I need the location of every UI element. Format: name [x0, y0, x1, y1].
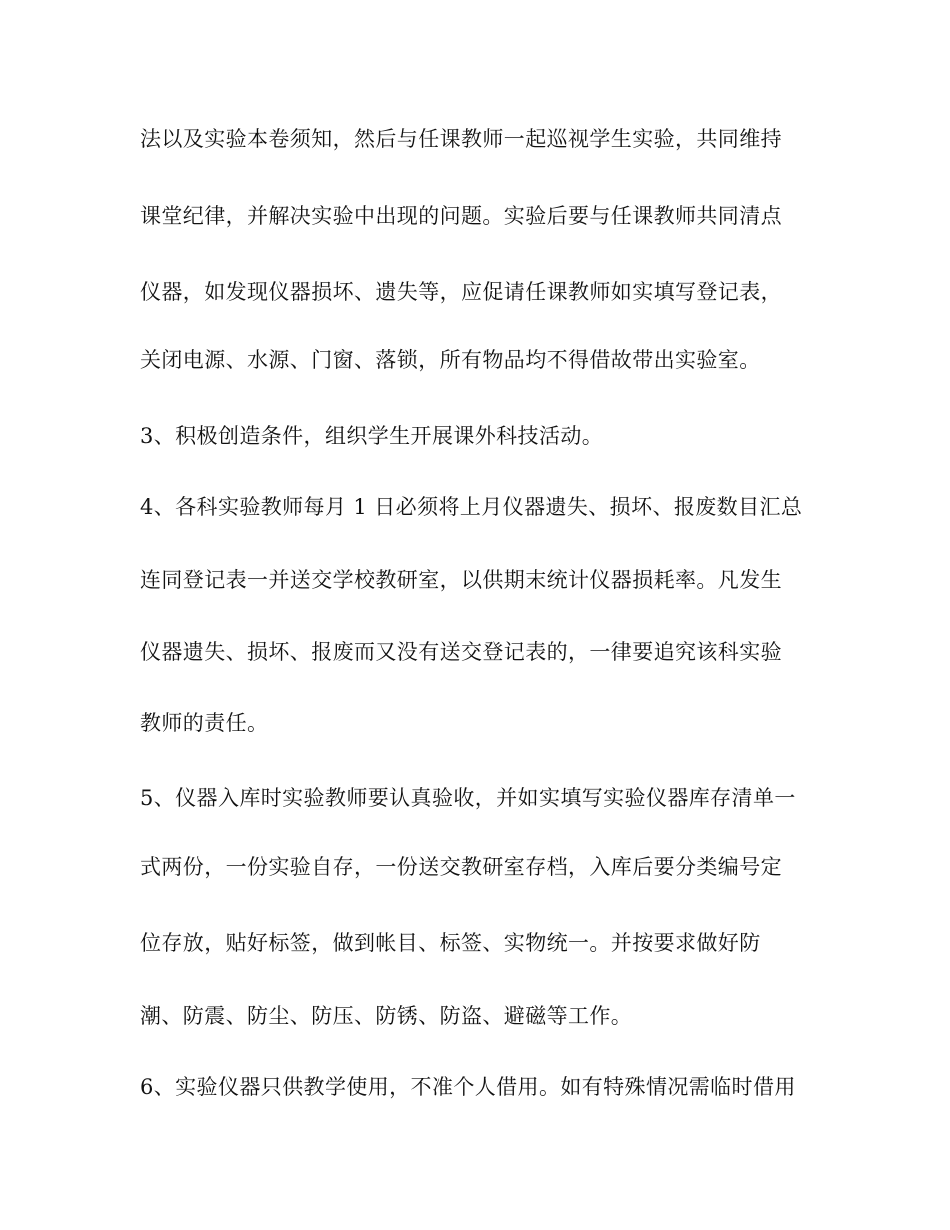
text-line: 3、积极创造条件，组织学生开展课外科技活动。: [140, 424, 604, 448]
text-line: 仪器，如发现仪器损坏、遗失等，应促请任课教师如实填写登记表，: [140, 280, 782, 304]
text-line: 仪器遗失、损坏、报废而又没有送交登记表的，一律要追究该科实验: [140, 640, 782, 664]
text-line: 式两份，一份实验自存，一份送交教研室存档，入库后要分类编号定: [140, 855, 782, 879]
text-line: 位存放，贴好标签，做到帐目、标签、实物统一。并按要求做好防: [140, 931, 761, 955]
text-line: 潮、防震、防尘、防压、防锈、防盗、避磁等工作。: [140, 1004, 633, 1028]
text-line: 连同登记表一并送交学校教研室，以供期末统计仪器损耗率。凡发生: [140, 568, 782, 592]
text-line: 课堂纪律，并解决实验中出现的问题。实验后要与任课教师共同清点: [140, 204, 782, 228]
text-line: 法以及实验本卷须知，然后与任课教师一起巡视学生实验，共同维持: [140, 127, 782, 151]
text-line: 5、仪器入库时实验教师要认真验收，并如实填写实验仪器库存清单一: [140, 786, 796, 810]
text-line: 6、实验仪器只供教学使用，不准个人借用。如有特殊情况需临时借用: [140, 1075, 796, 1099]
text-line: 4、各科实验教师每月 1 日必须将上月仪器遗失、损坏、报废数目汇总: [140, 495, 803, 519]
text-line: 关闭电源、水源、门窗、落锁，所有物品均不得借故带出实验室。: [140, 348, 761, 372]
text-line: 教师的责任。: [140, 711, 269, 735]
